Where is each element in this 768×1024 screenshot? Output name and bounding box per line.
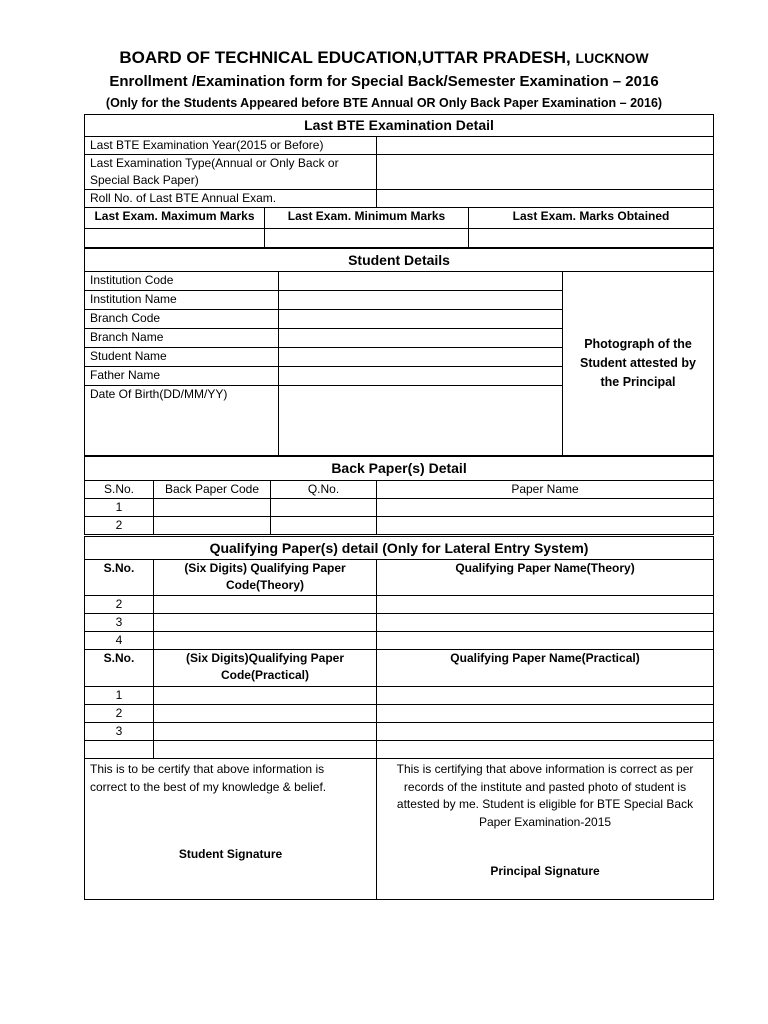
table-row [85, 723, 714, 741]
form-subtitle: Enrollment /Examination form for Special Back/Semester Examination – 2016 [109, 73, 659, 90]
back-name-field[interactable] [377, 499, 714, 517]
theory-code-field[interactable] [154, 596, 377, 614]
roll-no-label: Roll No. of Last BTE Annual Exam. [85, 190, 377, 208]
back-name-header: Paper Name [377, 481, 714, 499]
form-title [0, 48, 768, 68]
max-marks-header: Last Exam. Maximum Marks [85, 208, 265, 229]
student-details-table [84, 248, 714, 456]
practical-sno-cell: 3 [85, 723, 154, 741]
last-exam-type-line1: Last Examination Type(Annual or Only Back or [90, 156, 339, 170]
back-qno-header: Q.No. [271, 481, 377, 499]
table-row [85, 517, 714, 535]
table-row [85, 614, 714, 632]
last-exam-type-field[interactable] [377, 155, 714, 190]
theory-sno-cell: 4 [85, 632, 154, 650]
practical-sno-cell [85, 741, 154, 759]
student-signature: Student Signature [178, 847, 283, 861]
theory-name-field[interactable] [377, 632, 714, 650]
practical-code-header-2: Code(Practical) [220, 668, 310, 682]
form-note: (Only for the Students Appeared before BTE Annual OR Only Back Paper Examination – 2016) [105, 96, 663, 110]
practical-sno-cell: 2 [85, 705, 154, 723]
photo-caption-2: Student attested by [580, 356, 697, 370]
last-exam-year-field[interactable] [377, 137, 714, 155]
board-city: LUCKNOW [575, 50, 649, 66]
institution-code-label: Institution Code [85, 272, 279, 291]
obtained-marks-field[interactable] [469, 229, 714, 248]
theory-name-header: Qualifying Paper Name(Theory) [377, 560, 714, 596]
branch-name-label: Branch Name [85, 329, 279, 348]
principal-declaration-3: attested by me. Student is eligible for BTE Special Back [396, 797, 694, 811]
min-marks-field[interactable] [265, 229, 469, 248]
theory-sno-header: S.No. [85, 560, 154, 596]
dob-label: Date Of Birth(DD/MM/YY) [85, 386, 279, 456]
table-row [85, 596, 714, 614]
back-qno-field[interactable] [271, 517, 377, 535]
student-name-label: Student Name [85, 348, 279, 367]
student-details-heading: Student Details [85, 249, 714, 272]
dob-field[interactable] [279, 386, 563, 456]
practical-code-field[interactable] [154, 741, 377, 759]
practical-code-field[interactable] [154, 723, 377, 741]
institution-code-field[interactable] [279, 272, 563, 291]
back-sno-header: S.No. [85, 481, 154, 499]
min-marks-header: Last Exam. Minimum Marks [265, 208, 469, 229]
practical-name-field[interactable] [377, 705, 714, 723]
qualifying-table [84, 536, 714, 900]
student-declaration-2: correct to the best of my knowledge & belief. [90, 779, 327, 794]
theory-sno-cell: 2 [85, 596, 154, 614]
principal-declaration-4: Paper Examination-2015 [478, 814, 612, 829]
practical-name-field[interactable] [377, 741, 714, 759]
theory-code-header-2: Code(Theory) [226, 578, 304, 592]
principal-signature: Principal Signature [490, 864, 600, 878]
theory-code-header [154, 560, 377, 596]
branch-code-label: Branch Code [85, 310, 279, 329]
back-sno-cell: 2 [85, 517, 154, 535]
principal-declaration-1: This is certifying that above information is correct as per [396, 762, 694, 776]
table-row [85, 632, 714, 650]
back-paper-table [84, 456, 714, 535]
practical-name-field[interactable] [377, 687, 714, 705]
board-name: BOARD OF TECHNICAL EDUCATION,UTTAR PRADESH, [119, 48, 571, 67]
max-marks-field[interactable] [85, 229, 265, 248]
last-exam-type-label [85, 155, 377, 190]
practical-sno-header: S.No. [85, 650, 154, 687]
institution-name-field[interactable] [279, 291, 563, 310]
qualifying-heading: Qualifying Paper(s) detail (Only for Lateral Entry System) [85, 537, 714, 560]
practical-code-field[interactable] [154, 705, 377, 723]
obtained-marks-header: Last Exam. Marks Obtained [469, 208, 714, 229]
principal-declaration-2: records of the institute and pasted photo of student is [403, 779, 687, 794]
photo-box[interactable] [563, 272, 714, 456]
back-sno-cell: 1 [85, 499, 154, 517]
practical-name-header: Qualifying Paper Name(Practical) [377, 650, 714, 687]
father-name-label: Father Name [85, 367, 279, 386]
theory-sno-cell: 3 [85, 614, 154, 632]
photo-caption-1: Photograph of the [584, 337, 692, 351]
back-code-header: Back Paper Code [154, 481, 271, 499]
table-row [85, 687, 714, 705]
theory-code-field[interactable] [154, 614, 377, 632]
photo-caption-3: the Principal [600, 375, 676, 389]
practical-sno-cell: 1 [85, 687, 154, 705]
father-name-field[interactable] [279, 367, 563, 386]
last-exam-table [84, 114, 714, 248]
student-declaration-1: This is to be certify that above information is [90, 762, 325, 776]
branch-name-field[interactable] [279, 329, 563, 348]
back-code-field[interactable] [154, 499, 271, 517]
last-exam-year-label: Last BTE Examination Year(2015 or Before) [85, 137, 377, 155]
principal-declaration [377, 759, 714, 900]
practical-name-field[interactable] [377, 723, 714, 741]
last-exam-type-line2: Special Back Paper) [90, 173, 199, 187]
theory-code-header-1: (Six Digits) Qualifying Paper [184, 561, 346, 575]
back-qno-field[interactable] [271, 499, 377, 517]
branch-code-field[interactable] [279, 310, 563, 329]
institution-name-label: Institution Name [85, 291, 279, 310]
student-name-field[interactable] [279, 348, 563, 367]
table-row [85, 499, 714, 517]
last-exam-heading: Last BTE Examination Detail [85, 115, 714, 137]
theory-code-field[interactable] [154, 632, 377, 650]
practical-code-field[interactable] [154, 687, 377, 705]
theory-name-field[interactable] [377, 614, 714, 632]
student-declaration [85, 759, 377, 900]
table-row [85, 741, 714, 759]
back-paper-heading: Back Paper(s) Detail [85, 457, 714, 481]
table-row [85, 705, 714, 723]
back-name-field[interactable] [377, 517, 714, 535]
practical-code-header-1: (Six Digits)Qualifying Paper [185, 651, 345, 665]
roll-no-field[interactable] [377, 190, 714, 208]
back-code-field[interactable] [154, 517, 271, 535]
theory-name-field[interactable] [377, 596, 714, 614]
practical-code-header [154, 650, 377, 687]
